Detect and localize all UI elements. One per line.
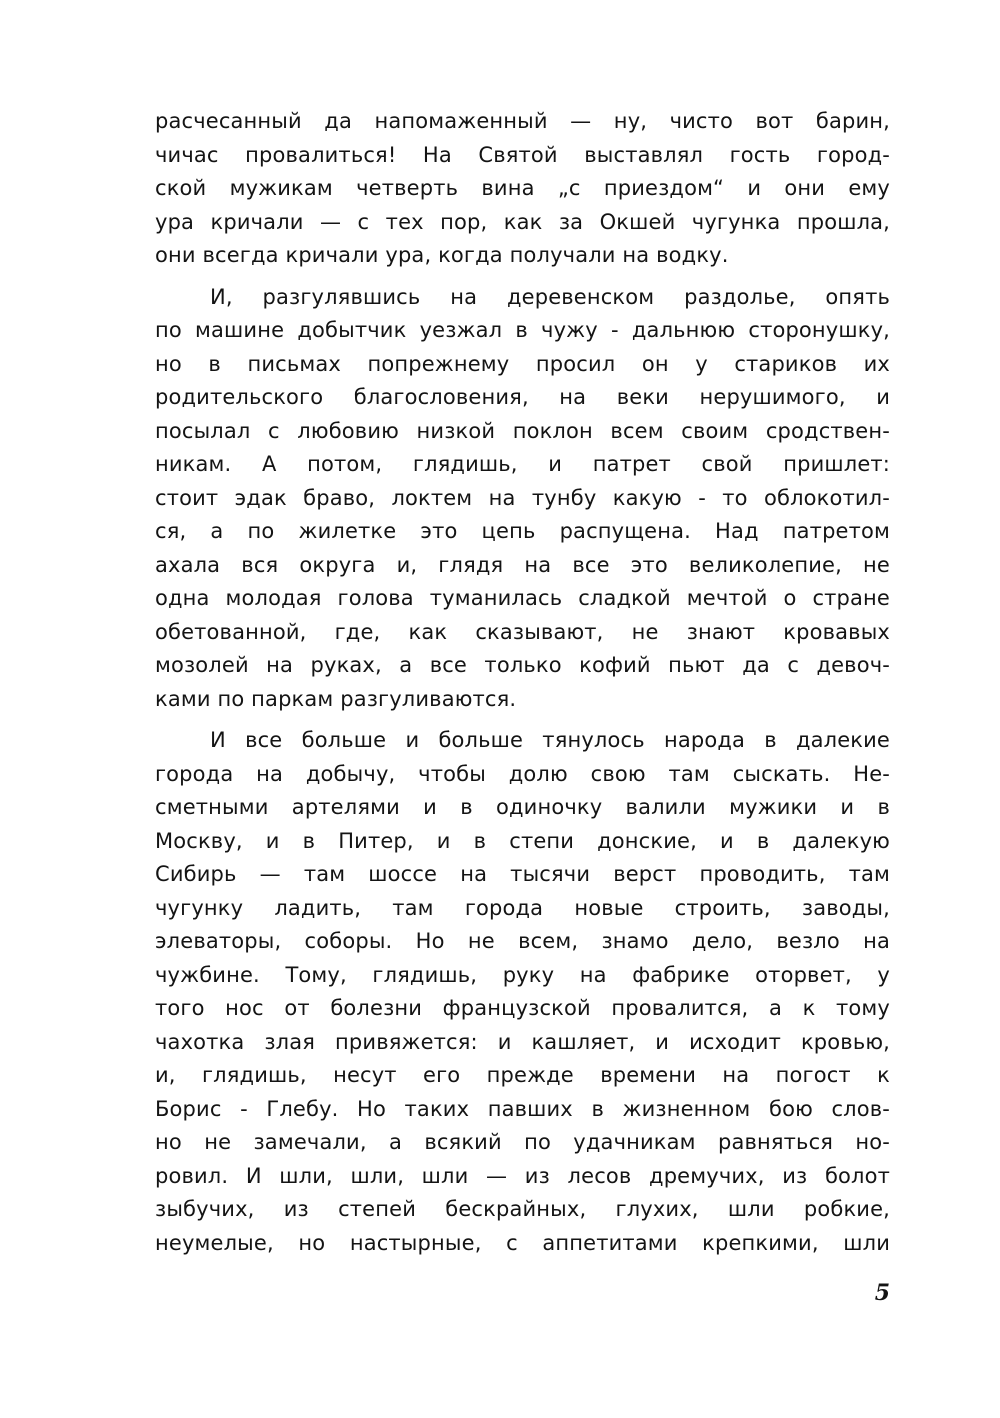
paragraph-2 bbox=[155, 281, 890, 717]
text-line: ахала вся округа и, глядя на все это великолепие, не bbox=[155, 552, 890, 577]
text-line: обетованной, где, как сказывают, не знают кровавых bbox=[155, 619, 890, 644]
text-line: но в письмах попрежнему просил он у стариков их bbox=[155, 351, 890, 376]
text-line: и, глядишь, несут его прежде времени на погост к bbox=[155, 1063, 890, 1087]
text-line: Борис - Глебу. Но таких павших в жизненном бою слов- bbox=[155, 1096, 890, 1121]
page-number: 5 bbox=[874, 1280, 890, 1306]
body-text bbox=[155, 105, 890, 1268]
text-line: ками по паркам разгуливаются. bbox=[155, 686, 517, 711]
text-line: сметными артелями и в одиночку валили мужики и в bbox=[155, 795, 890, 819]
text-line: никам. А потом, глядишь, и патрет свой пришлет: bbox=[155, 452, 890, 476]
text-line: И, разгулявшись на деревенском раздолье, опять bbox=[210, 284, 890, 309]
text-line: Москву, и в Питер, и в степи донские, и в далекую bbox=[155, 828, 890, 853]
text-line: посылал с любовию низкой поклон всем своим сродствен- bbox=[155, 418, 890, 443]
text-line: города на добычу, чтобы долю свою там сыскать. Не- bbox=[155, 761, 890, 786]
text-line: по машине добытчик уезжал в чужу - дальнюю сторонушку, bbox=[155, 318, 890, 342]
text-line: расчесанный да напомаженный — ну, чисто вот барин, bbox=[155, 109, 890, 133]
text-line: ской мужикам четверть вина „с приездом“ и они ему bbox=[155, 176, 890, 200]
text-line: они всегда кричали ура, когда получали на водку. bbox=[155, 243, 729, 267]
text-line: неумелые, но настырные, с аппетитами крепкими, шли bbox=[155, 1230, 890, 1255]
text-line: одна молодая голова туманилась сладкой мечтой о стране bbox=[155, 586, 890, 610]
text-line: чужбине. Тому, глядишь, руку на фабрике оторвет, у bbox=[155, 962, 890, 987]
text-line: чахотка злая привяжется: и кашляет, и исходит кровью, bbox=[155, 1029, 890, 1054]
text-line: ся, а по жилетке это цепь распущена. Над патретом bbox=[155, 519, 890, 543]
paragraph-3 bbox=[155, 724, 890, 1260]
text-line: ровил. И шли, шли, шли — из лесов дремучих, из болот bbox=[155, 1163, 890, 1188]
text-line: ура кричали — с тех пор, как за Окшей чугунка прошла, bbox=[155, 209, 890, 234]
text-line: И все больше и больше тянулось народа в далекие bbox=[210, 728, 890, 752]
text-line: того нос от болезни французской провалится, а к тому bbox=[155, 996, 890, 1020]
text-line: родительского благословения, на веки нерушимого, и bbox=[155, 385, 890, 409]
text-line: но не замечали, а всякий по удачникам равняться но- bbox=[155, 1130, 890, 1154]
text-line: Сибирь — там шоссе на тысячи верст проводить, там bbox=[155, 862, 890, 886]
text-line: зыбучих, из степей бескрайных, глухих, шли робкие, bbox=[155, 1197, 890, 1221]
text-line: чугунку ладить, там города новые строить, заводы, bbox=[155, 895, 890, 920]
paragraph-1 bbox=[155, 105, 890, 273]
text-line: элеваторы, соборы. Но не всем, знамо дело, везло на bbox=[155, 929, 890, 953]
text-line: стоит эдак браво, локтем на тунбу какую - то облокотил- bbox=[155, 485, 890, 510]
text-line: чичас провалиться! На Святой выставлял гость город- bbox=[155, 142, 890, 167]
text-line: мозолей на руках, а все только кофий пьют да с девоч- bbox=[155, 653, 890, 677]
